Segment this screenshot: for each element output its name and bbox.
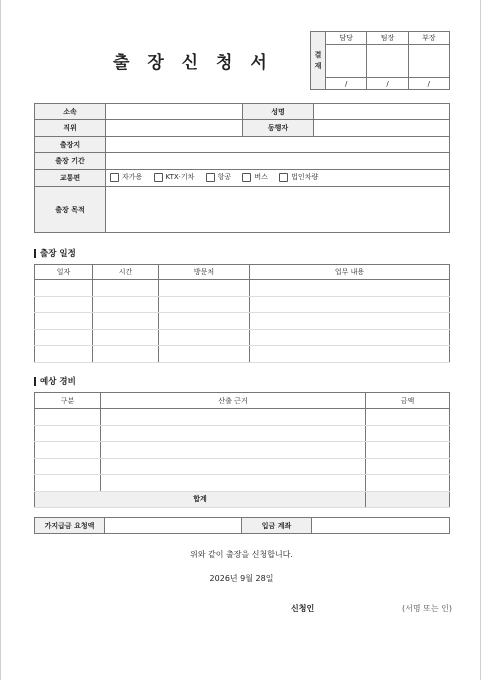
schedule-cell[interactable] — [93, 329, 159, 346]
schedule-cell[interactable] — [93, 313, 159, 330]
transport-option-bus[interactable] — [242, 172, 268, 182]
expense-total-label: 합계 — [35, 491, 366, 507]
approval-date-manager[interactable]: / — [408, 78, 449, 90]
schedule-cell[interactable] — [250, 329, 450, 346]
approval-role-team-lead: 팀장 — [367, 32, 408, 45]
schedule-row — [35, 313, 450, 330]
department-field[interactable] — [106, 104, 243, 120]
expense-cell[interactable] — [101, 425, 366, 442]
declaration-statement: 위와 같이 출장을 신청합니다. — [190, 550, 293, 559]
transport-option-company-car[interactable] — [279, 172, 318, 182]
purpose-label: 출장 목적 — [35, 187, 106, 233]
checkbox-icon[interactable] — [206, 173, 215, 182]
checkbox-icon[interactable] — [110, 173, 119, 182]
transport-option-label: 법인차량 — [291, 173, 319, 182]
transport-option-label: 항공 — [217, 173, 232, 182]
schedule-cell[interactable] — [250, 280, 450, 297]
advance-request-label: 가지급금 요청액 — [35, 518, 105, 534]
schedule-cell[interactable] — [35, 346, 93, 363]
schedule-row — [35, 280, 450, 297]
checkbox-icon[interactable] — [242, 173, 251, 182]
approval-role-staff: 담당 — [326, 32, 367, 45]
name-label: 성명 — [243, 104, 314, 120]
expense-col-category: 구분 — [35, 393, 101, 409]
expense-cell[interactable] — [366, 475, 450, 492]
expense-cell[interactable] — [366, 425, 450, 442]
expense-cell[interactable] — [366, 458, 450, 475]
destination-label: 출장지 — [35, 137, 106, 153]
expense-cell[interactable] — [366, 409, 450, 426]
approval-table — [310, 31, 450, 90]
transport-option-label: KTX·기차 — [165, 173, 195, 182]
expense-row — [35, 475, 450, 492]
applicant-label: 신청인 — [291, 604, 315, 613]
expense-cell[interactable] — [35, 425, 101, 442]
expense-col-basis: 산출 근거 — [101, 393, 366, 409]
companion-label: 동행자 — [243, 120, 314, 137]
schedule-heading-text: 출장 일정 — [40, 249, 76, 259]
expense-row — [35, 409, 450, 426]
approval-sign-staff[interactable] — [326, 45, 367, 78]
transport-label: 교통편 — [35, 170, 106, 187]
approval-side-text: 결 재 — [314, 50, 322, 70]
advance-table — [34, 517, 450, 534]
approval-role-manager: 부장 — [408, 32, 449, 45]
schedule-table — [34, 264, 450, 363]
schedule-cell[interactable] — [93, 280, 159, 297]
schedule-cell[interactable] — [35, 296, 93, 313]
approval-date-staff[interactable]: / — [326, 78, 367, 90]
section-marker — [34, 377, 36, 386]
account-field[interactable] — [312, 518, 450, 534]
schedule-cell[interactable] — [250, 346, 450, 363]
position-field[interactable] — [106, 120, 243, 137]
expenses-table — [34, 392, 450, 508]
approval-sign-team-lead[interactable] — [367, 45, 408, 78]
companion-field[interactable] — [314, 120, 450, 137]
period-field[interactable] — [106, 153, 450, 170]
account-label: 입금 계좌 — [242, 518, 312, 534]
expense-total-field[interactable] — [366, 491, 450, 507]
transport-option-air[interactable] — [206, 172, 232, 182]
page-title: 출 장 신 청 서 — [113, 53, 273, 73]
expense-row — [35, 458, 450, 475]
schedule-heading — [34, 247, 76, 259]
expenses-heading — [34, 375, 76, 387]
declaration-date: 2026년 9월 28일 — [209, 574, 274, 583]
schedule-col-time: 시간 — [93, 265, 159, 280]
advance-request-field[interactable] — [105, 518, 242, 534]
name-field[interactable] — [314, 104, 450, 120]
expense-cell[interactable] — [35, 458, 101, 475]
expense-cell[interactable] — [101, 475, 366, 492]
schedule-cell[interactable] — [250, 313, 450, 330]
expense-col-amount: 금액 — [366, 393, 450, 409]
schedule-cell[interactable] — [93, 296, 159, 313]
transport-option-car[interactable] — [110, 172, 142, 182]
transport-options — [106, 170, 450, 187]
schedule-cell[interactable] — [93, 346, 159, 363]
expense-cell[interactable] — [101, 409, 366, 426]
schedule-cell[interactable] — [159, 280, 250, 297]
schedule-cell[interactable] — [35, 329, 93, 346]
destination-field[interactable] — [106, 137, 450, 153]
expense-cell[interactable] — [35, 442, 101, 459]
expense-cell[interactable] — [35, 475, 101, 492]
schedule-cell[interactable] — [159, 346, 250, 363]
period-label: 출장 기간 — [35, 153, 106, 170]
schedule-col-date: 일자 — [35, 265, 93, 280]
schedule-row — [35, 296, 450, 313]
section-marker — [34, 249, 36, 258]
approval-side-label — [311, 32, 326, 90]
schedule-row — [35, 329, 450, 346]
schedule-cell[interactable] — [35, 280, 93, 297]
schedule-cell[interactable] — [159, 296, 250, 313]
checkbox-icon[interactable] — [279, 173, 288, 182]
transport-option-train[interactable] — [154, 172, 195, 182]
schedule-col-task: 업무 내용 — [250, 265, 450, 280]
expense-cell[interactable] — [366, 442, 450, 459]
signature-hint[interactable]: (서명 또는 인) — [402, 604, 452, 613]
transport-option-label: 버스 — [254, 173, 268, 182]
expense-row — [35, 425, 450, 442]
schedule-row — [35, 346, 450, 363]
schedule-cell[interactable] — [159, 313, 250, 330]
checkbox-icon[interactable] — [154, 173, 163, 182]
schedule-col-visit: 방문처 — [159, 265, 250, 280]
approval-sign-manager[interactable] — [408, 45, 449, 78]
approval-date-team-lead[interactable]: / — [367, 78, 408, 90]
department-label: 소속 — [35, 104, 106, 120]
trip-info-table — [34, 103, 450, 233]
schedule-cell[interactable] — [35, 313, 93, 330]
schedule-cell[interactable] — [159, 329, 250, 346]
transport-option-label: 자가용 — [122, 173, 143, 182]
schedule-cell[interactable] — [250, 296, 450, 313]
expense-cell[interactable] — [101, 458, 366, 475]
purpose-field[interactable] — [106, 187, 450, 233]
expense-cell[interactable] — [101, 442, 366, 459]
position-label: 직위 — [35, 120, 106, 137]
expense-row — [35, 442, 450, 459]
expense-cell[interactable] — [35, 409, 101, 426]
expenses-heading-text: 예상 경비 — [40, 377, 76, 387]
